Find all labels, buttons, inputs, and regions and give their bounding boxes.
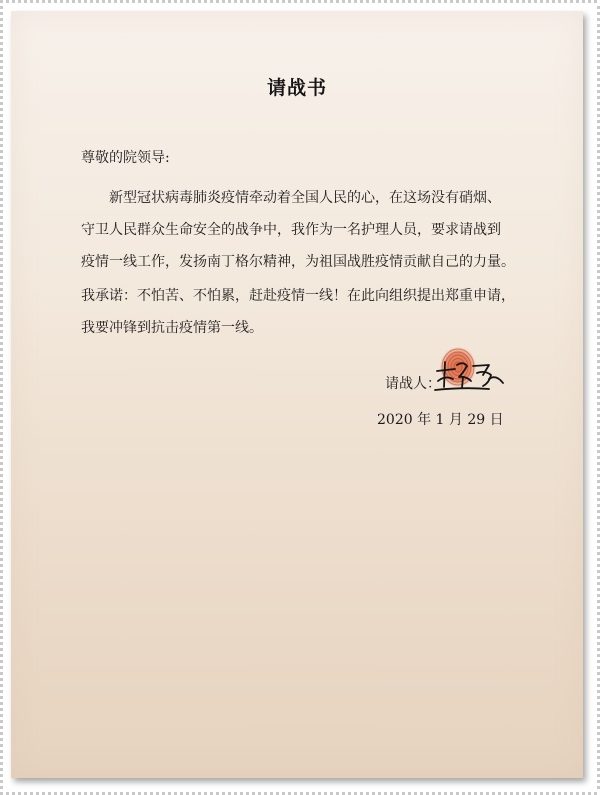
letter-greeting: 尊敬的院领导: <box>81 150 170 166</box>
signature-label: 请战人： <box>385 376 441 392</box>
letter-body-line: 疫情一线工作，发扬南丁格尔精神，为祖国战胜疫情贡献自己的力量。 <box>81 254 515 270</box>
letter-title: 请战书 <box>266 77 327 99</box>
letter-paper <box>11 11 583 778</box>
letter-body-line: 我要冲锋到抗击疫情第一线。 <box>81 320 263 336</box>
letter-body-line: 守卫人民群众生命安全的战争中，我作为一名护理人员，要求请战到 <box>81 222 501 238</box>
letter-body-line: 我承诺：不怕苦、不怕累，赶赴疫情一线！在此向组织提出郑重申请， <box>81 288 515 304</box>
letter-body-line: 新型冠状病毒肺炎疫情牵动着全国人民的心，在这场没有硝烟、 <box>109 190 501 206</box>
handwritten-signature <box>433 357 507 393</box>
letter-date: 2020 年 1 月 29 日 <box>377 412 504 428</box>
